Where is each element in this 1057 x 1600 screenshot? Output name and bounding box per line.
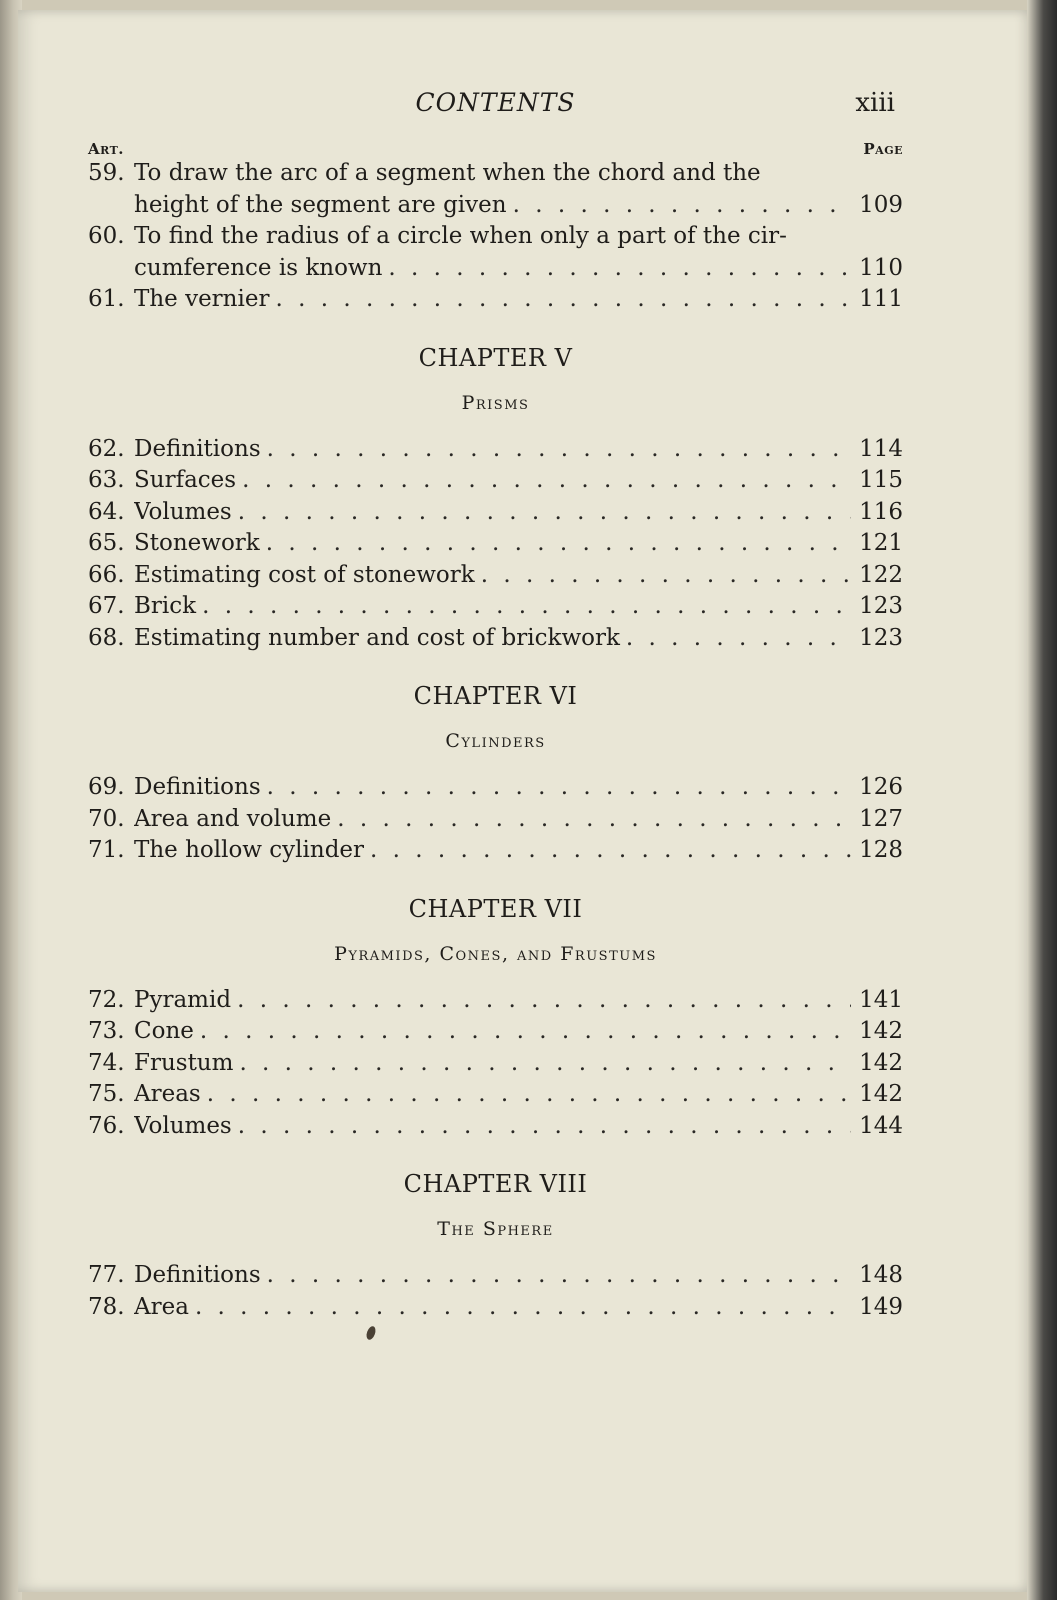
entry-title-line2: cumference is known . . . (134, 253, 857, 285)
chapter-entries (88, 434, 903, 655)
page-number: xiii (855, 88, 895, 118)
chapter-subtitle: Prisms (461, 391, 530, 414)
entry-title: Cone . . . (134, 1016, 857, 1048)
entry-title-line2: height of the segment are given . . . (134, 190, 857, 222)
entry-title: The vernier . . . (134, 284, 857, 316)
entry-number: 77. (88, 1262, 125, 1288)
entry-title: Area and volume . . . (134, 804, 857, 836)
chapter-entries (88, 985, 903, 1143)
chapter-heading: CHAPTER V (418, 343, 573, 372)
entry-title: Brick . . . (134, 591, 857, 623)
leader-dots (242, 465, 851, 497)
entry-title: Estimating cost of stonework . . . (134, 560, 857, 592)
entry-number: 60. (88, 223, 125, 249)
entry-number: 74. (88, 1049, 125, 1076)
page-title: CONTENTS (415, 88, 576, 117)
entry-page: 121 (859, 530, 903, 556)
leader-dots (267, 772, 851, 804)
leader-dots (337, 804, 851, 836)
toc-entry (88, 434, 903, 466)
entry-number: 70. (88, 805, 125, 832)
entry-page: 110 (859, 254, 903, 281)
entry-title: Volumes . . . (134, 1111, 857, 1143)
entry-number: 65. (88, 530, 125, 556)
entry-page: 142 (859, 1018, 903, 1044)
entry-title: Areas . . . (134, 1079, 857, 1111)
page-column-label: Page (863, 140, 903, 158)
toc-entry (88, 1111, 903, 1143)
entry-number: 78. (88, 1293, 125, 1320)
toc-entry (88, 465, 903, 497)
leader-dots (626, 623, 851, 655)
entry-title: Area . . . (134, 1292, 857, 1324)
entry-page: 115 (859, 467, 903, 493)
toc-entry (88, 623, 903, 655)
column-headers (88, 140, 903, 158)
entry-page: 114 (859, 435, 903, 462)
toc-entry (88, 835, 903, 867)
running-head (88, 88, 903, 128)
entry-page: 122 (859, 561, 903, 588)
entry-title-line1: To find the radius of a circle when only a part of the cir- (134, 223, 787, 249)
toc-entry (88, 772, 903, 804)
entry-page: 141 (859, 986, 903, 1013)
toc-entry (88, 985, 903, 1017)
entry-page: 149 (859, 1293, 903, 1320)
entry-number: 76. (88, 1112, 125, 1139)
leader-dots (266, 528, 851, 560)
chapter-entries (88, 1260, 903, 1323)
entry-page: 128 (859, 837, 903, 863)
entry-title: Frustum . . . (134, 1048, 857, 1080)
toc-entry (88, 804, 903, 836)
entry-number: 73. (88, 1018, 125, 1044)
entry-number: 67. (88, 593, 125, 619)
entry-title: The hollow cylinder . . . (134, 835, 857, 867)
entry-page: 123 (859, 624, 903, 651)
toc-entry (88, 497, 903, 529)
leader-dots (207, 1079, 851, 1111)
entry-title-line1: To draw the arc of a segment when the chord and the (134, 160, 761, 186)
chapter-subtitle: Cylinders (445, 730, 546, 752)
entry-title: Estimating number and cost of brickwork . . . (134, 623, 857, 655)
entry-page: 142 (859, 1081, 903, 1107)
toc-entry-59 (88, 158, 903, 221)
leader-dots (237, 985, 851, 1017)
entry-page: 142 (859, 1049, 903, 1076)
toc-entry-61 (88, 284, 903, 316)
leader-dots (202, 591, 851, 623)
entry-number: 64. (88, 498, 125, 525)
toc-entry (88, 591, 903, 623)
toc-entry (88, 1260, 903, 1292)
art-column-label: Art. (88, 140, 124, 158)
entry-page: 148 (859, 1262, 903, 1288)
chapter-subtitle: Pyramids, Cones, and Frustums (334, 942, 657, 965)
entry-page: 127 (859, 805, 903, 832)
entry-title: Stonework . . . (134, 528, 857, 560)
leader-dots (481, 560, 851, 592)
toc-entry-60 (88, 221, 903, 284)
entry-number: 69. (88, 774, 125, 800)
leader-dots (239, 1048, 851, 1080)
leader-dots (238, 497, 851, 529)
entry-number: 61. (88, 286, 125, 312)
entry-title: Definitions . . . (134, 772, 857, 804)
entry-title: Surfaces . . . (134, 465, 857, 497)
leader-dots (267, 1260, 851, 1292)
entry-number: 75. (88, 1081, 125, 1107)
toc-entry (88, 560, 903, 592)
leader-dots (370, 835, 851, 867)
toc-content (88, 88, 903, 1323)
leader-dots (195, 1292, 851, 1324)
entry-number: 59. (88, 160, 125, 186)
leader-dots (200, 1016, 851, 1048)
entry-title: Definitions . . . (134, 434, 857, 466)
entry-page: 126 (859, 774, 903, 800)
chapter-heading: CHAPTER VII (408, 894, 583, 923)
entry-title: Definitions . . . (134, 1260, 857, 1292)
entry-number: 72. (88, 986, 125, 1013)
entry-page: 109 (859, 191, 903, 218)
entry-page: 144 (859, 1112, 903, 1139)
toc-entry (88, 1079, 903, 1111)
entry-number: 63. (88, 467, 125, 493)
leader-dots (513, 190, 851, 222)
chapter-heading: CHAPTER VI (413, 682, 578, 710)
leader-dots (388, 253, 851, 285)
entry-page: 111 (859, 286, 903, 312)
toc-entry (88, 1016, 903, 1048)
entry-number: 68. (88, 624, 125, 651)
chapter-heading: CHAPTER VIII (403, 1170, 588, 1198)
toc-entry (88, 1048, 903, 1080)
entry-number: 66. (88, 561, 125, 588)
toc-entry (88, 528, 903, 560)
book-edge (1027, 0, 1057, 1600)
toc-entry (88, 1292, 903, 1324)
leader-dots (238, 1111, 851, 1143)
entry-number: 62. (88, 435, 125, 462)
chapter-subtitle: The Sphere (437, 1218, 554, 1240)
entry-title: Volumes . . . (134, 497, 857, 529)
entry-number: 71. (88, 837, 125, 863)
leader-dots (275, 284, 851, 316)
chapter-entries (88, 772, 903, 867)
entry-page: 123 (859, 593, 903, 619)
entry-title: Pyramid . . . (134, 985, 857, 1017)
entry-page: 116 (859, 498, 903, 525)
leader-dots (267, 434, 851, 466)
